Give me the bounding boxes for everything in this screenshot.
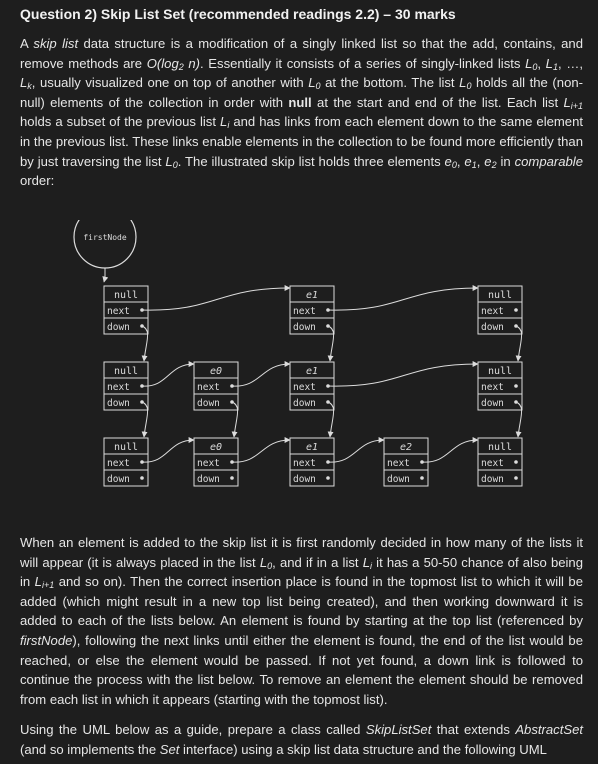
node-next-label: next	[197, 382, 220, 393]
node-down-label: down	[107, 474, 130, 485]
node-next-label: next	[481, 458, 504, 469]
node-down-label: down	[481, 398, 504, 409]
node-value: e1	[305, 366, 319, 377]
node-value: null	[487, 290, 513, 301]
node-next-label: next	[387, 458, 410, 469]
node-down-label: down	[293, 398, 316, 409]
node-next-label: next	[107, 306, 130, 317]
insertion-paragraph: When an element is added to the skip list it is first randomly decided in how many of the lists it will appear (it is always placed in the list $L_0$, and if in a list $L_i$ it has a 50-50 chance of also being in $L_{i+1}$ and so on). Then the correct insertion place is found in the topmost list to which it will be added (which might result in a new top list being created), and then working downward it is added to each of the lists below. An element is found by starting at the top list (referenced by firstNode), following the next links until either the element is found, the end of the list would be reached, or else the element would be passed. If not yet found, a down link is followed to continue the process with the list below. To remove an element the element should be removed from each list in which it appears (starting with the topmost list).	[20, 535, 583, 707]
down-dot	[230, 476, 234, 480]
node-down-label: down	[293, 322, 316, 333]
node-value: e1	[305, 290, 319, 301]
next-link	[328, 440, 384, 462]
node-value: e0	[209, 442, 223, 453]
down-dot	[140, 476, 144, 480]
node-down-label: down	[481, 474, 504, 485]
node-next-label: next	[481, 382, 504, 393]
node-down-label: down	[293, 474, 316, 485]
next-link	[328, 288, 478, 310]
uml-intro-paragraph: Using the UML below as a guide, prepare a class called SkipListSet that extends AbstractSet (and so implements the Set interface) using a skip list data structure and the following UML	[20, 722, 583, 757]
next-link	[232, 364, 290, 386]
node-next-label: next	[293, 382, 316, 393]
next-link	[422, 440, 478, 462]
down-link	[142, 402, 148, 437]
down-dot	[420, 476, 424, 480]
node-down-label: down	[387, 474, 410, 485]
down-link	[328, 326, 334, 361]
down-link	[232, 402, 238, 437]
node-next-label: next	[197, 458, 220, 469]
question-heading: Question 2) Skip List Set (recommended readings 2.2) – 30 marks	[20, 6, 456, 22]
down-link	[516, 326, 522, 361]
down-dot	[326, 476, 330, 480]
next-link	[142, 364, 194, 386]
down-link	[142, 326, 148, 361]
node-down-label: down	[197, 474, 220, 485]
node-value: e1	[305, 442, 319, 453]
next-link	[142, 288, 290, 310]
down-dot	[514, 476, 518, 480]
node-value: null	[113, 442, 139, 453]
node-value: e0	[209, 366, 223, 377]
node-next-label: next	[481, 306, 504, 317]
intro-paragraph: A skip list data structure is a modification of a singly linked list so that the add, contains, and remove methods are $O(\log_2$ n). Essentially it consists of a series of singly-linked lists $L_0$, $L_1$, …, $L_k$, usually visualized one on top of another with $L_0$ at the bottom. The list $L_0$ holds all the (non-null) elements of the collection in order with null at the start and end of the list. Each list $L_{i+1}$ holds a subset of the previous list $L_i$ and has links from each element down to the same element in the previous list. These links enable elements in the collection to be found more efficiently than by just traversing the list $L_0$. The illustrated skip list holds three elements $e_0$, $e_1$, $e_2$ in comparable order:	[20, 36, 584, 189]
node-down-label: down	[481, 322, 504, 333]
first-node-link	[104, 268, 105, 282]
next-link	[232, 440, 290, 462]
node-down-label: down	[107, 322, 130, 333]
node-value: null	[487, 442, 513, 453]
node-down-label: down	[107, 398, 130, 409]
first-node-label: firstNode	[83, 233, 127, 242]
first-node-circle	[74, 220, 136, 268]
next-dot	[514, 384, 518, 388]
next-link	[142, 440, 194, 462]
node-next-label: next	[293, 458, 316, 469]
node-next-label: next	[293, 306, 316, 317]
node-value: null	[487, 366, 513, 377]
node-value: e2	[399, 442, 413, 453]
node-value: null	[113, 366, 139, 377]
down-link	[516, 402, 522, 437]
node-down-label: down	[197, 398, 220, 409]
node-value: null	[113, 290, 139, 301]
node-next-label: next	[107, 458, 130, 469]
next-dot	[514, 308, 518, 312]
down-link	[328, 402, 334, 437]
next-link	[328, 364, 478, 386]
skip-list-diagram	[0, 220, 598, 520]
node-next-label: next	[107, 382, 130, 393]
next-dot	[514, 460, 518, 464]
